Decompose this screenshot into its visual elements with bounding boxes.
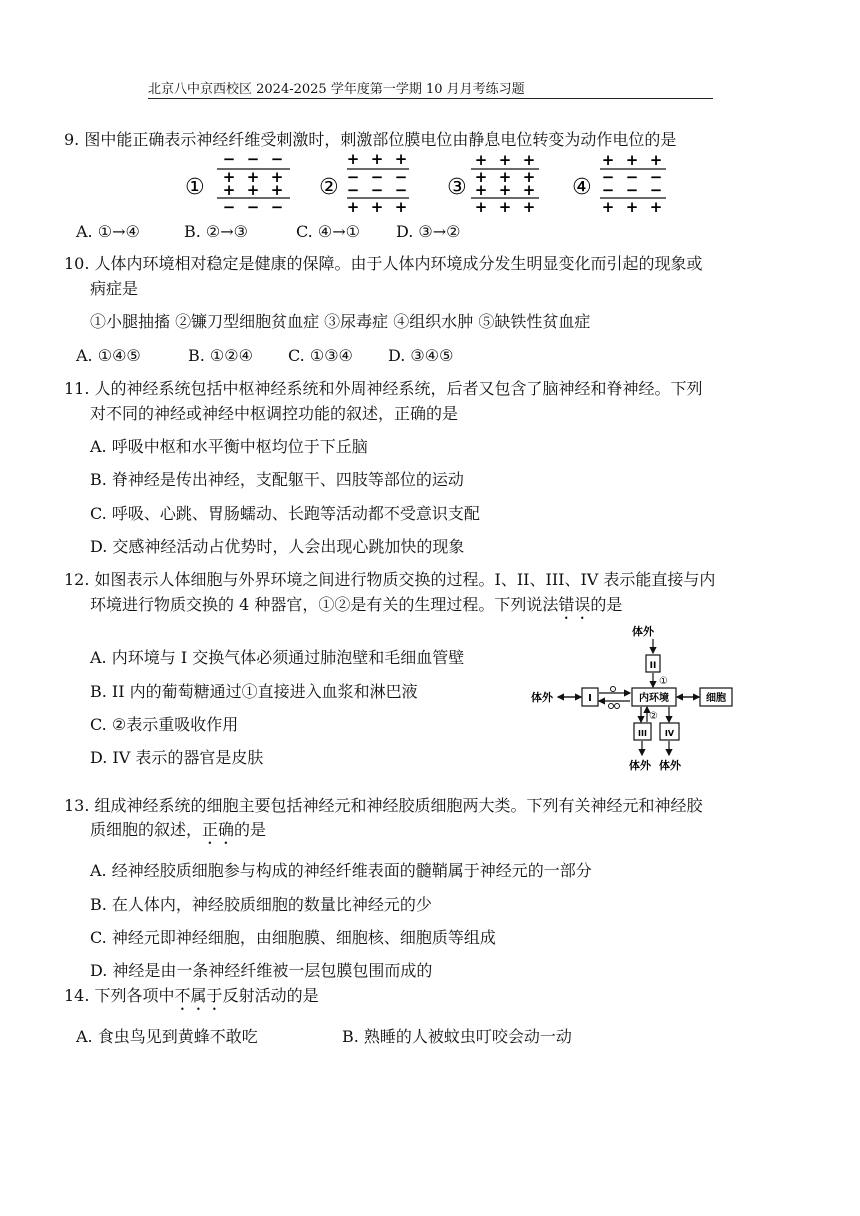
q13-option-a[interactable]: A. 经神经胶质细胞参与构成的神经纤维表面的髓鞘属于神经元的一部分 bbox=[90, 861, 592, 880]
svg-text:+: + bbox=[270, 168, 284, 186]
q9-option-c[interactable]: C. ④→① bbox=[296, 222, 360, 241]
q12-exchange-diagram bbox=[525, 625, 745, 775]
svg-text:−: − bbox=[649, 181, 663, 199]
q13-stem-line2: 质细胞的叙述，正确的是 bbox=[90, 820, 267, 839]
svg-text:−: − bbox=[270, 154, 284, 168]
q10-option-b[interactable]: B. ①②④ bbox=[188, 346, 253, 365]
svg-text:−: − bbox=[346, 181, 360, 199]
q9-row-1 bbox=[475, 154, 536, 169]
q10-option-c[interactable]: C. ①③④ bbox=[288, 346, 353, 365]
q9-option-a[interactable]: A. ①→④ bbox=[76, 222, 140, 241]
q14-option-a[interactable]: A. 食虫鸟见到黄蜂不敢吃 bbox=[76, 1027, 258, 1046]
q11-stem-line2: 对不同的神经或神经中枢调控功能的叙述，正确的是 bbox=[90, 404, 459, 423]
svg-text:−: − bbox=[222, 198, 236, 216]
page-header: 北京八中京西校区 2024-2025 学年度第一学期 10 月月考练习题 bbox=[148, 78, 713, 99]
q9-row-4 bbox=[347, 198, 408, 216]
svg-text:+: + bbox=[394, 154, 408, 168]
q9-option-b[interactable]: B. ②→③ bbox=[184, 222, 249, 241]
q9-stem: 9. 图中能正确表示神经纤维受刺激时，刺激部位膜电位由静息电位转变为动作电位的是 bbox=[64, 130, 677, 149]
svg-text:−: − bbox=[270, 198, 284, 216]
q9-figure-label: ④ bbox=[572, 175, 592, 200]
svg-text:+: + bbox=[649, 154, 663, 169]
svg-text:+: + bbox=[474, 181, 488, 199]
svg-text:+: + bbox=[522, 181, 536, 199]
svg-text:+: + bbox=[222, 181, 236, 199]
q9-membrane-figures bbox=[185, 154, 685, 216]
svg-text:+: + bbox=[498, 181, 512, 199]
q12-stem-line1: 12. 如图表示人体细胞与外界环境之间进行物质交换的过程。I、II、III、IV 表示能直接与内 bbox=[64, 570, 716, 589]
q13-option-c[interactable]: C. 神经元即神经细胞，由细胞膜、细胞核、细胞质等组成 bbox=[90, 928, 496, 947]
q12-stem-line2: 环境进行物质交换的 4 种器官，①②是有关的生理过程。下列说法错误的是 bbox=[90, 595, 623, 614]
svg-text:+: + bbox=[246, 168, 260, 186]
organ-i-label: I bbox=[588, 693, 592, 704]
q9-figure-4 bbox=[572, 154, 666, 216]
q10-options bbox=[76, 346, 453, 366]
cell-label: 细胞 bbox=[706, 693, 726, 704]
q9-figure-1 bbox=[185, 154, 290, 216]
svg-text:+: + bbox=[474, 154, 488, 169]
q12-option-d[interactable]: D. IV 表示的器官是皮肤 bbox=[90, 748, 264, 767]
q11-option-b[interactable]: B. 脊神经是传出神经，支配躯干、四肢等部位的运动 bbox=[90, 470, 464, 489]
q9-row-4 bbox=[475, 198, 536, 216]
q9-option-d[interactable]: D. ③→② bbox=[396, 222, 461, 241]
q12-option-b[interactable]: B. II 内的葡萄糖通过①直接进入血浆和淋巴液 bbox=[90, 682, 418, 701]
outside-label-bottom-2: 体外 bbox=[659, 759, 681, 772]
q9-figure-2 bbox=[319, 154, 409, 216]
svg-text:−: − bbox=[346, 168, 360, 186]
svg-text:+: + bbox=[522, 154, 536, 169]
q10-items: ①小腿抽搐 ②镰刀型细胞贫血症 ③尿毒症 ④组织水肿 ⑤缺铁性贫血症 bbox=[90, 312, 591, 331]
q13-stem-line1: 13. 组成神经系统的细胞主要包括神经元和神经胶质细胞两大类。下列有关神经元和神经胶 bbox=[64, 796, 703, 815]
q13-option-d[interactable]: D. 神经是由一条神经纤维被一层包膜包围而成的 bbox=[90, 961, 433, 980]
q9-figure-label: ① bbox=[185, 175, 205, 200]
svg-text:−: − bbox=[394, 168, 408, 186]
svg-text:+: + bbox=[522, 168, 536, 186]
svg-text:+: + bbox=[346, 198, 360, 216]
outside-label-left: 体外 bbox=[531, 691, 553, 704]
q14-options bbox=[76, 1027, 572, 1047]
svg-text:+: + bbox=[498, 168, 512, 186]
q10-stem-line2: 病症是 bbox=[90, 279, 139, 298]
svg-text:+: + bbox=[474, 198, 488, 216]
svg-text:−: − bbox=[649, 168, 663, 186]
svg-text:+: + bbox=[474, 168, 488, 186]
svg-text:−: − bbox=[625, 168, 639, 186]
outside-label-bottom-1: 体外 bbox=[629, 759, 651, 772]
q9-row-1 bbox=[602, 154, 663, 169]
svg-text:+: + bbox=[246, 181, 260, 199]
svg-text:+: + bbox=[370, 154, 384, 168]
q12-option-a[interactable]: A. 内环境与 I 交换气体必须通过肺泡壁和毛细血管壁 bbox=[90, 648, 465, 667]
svg-text:+: + bbox=[394, 198, 408, 216]
svg-text:−: − bbox=[370, 168, 384, 186]
organ-iv-label: IV bbox=[664, 729, 675, 738]
svg-text:+: + bbox=[222, 168, 236, 186]
internal-env-label: 内环境 bbox=[639, 693, 669, 704]
svg-text:+: + bbox=[522, 198, 536, 216]
q12-option-c[interactable]: C. ②表示重吸收作用 bbox=[90, 715, 239, 734]
process-1-label: ① bbox=[659, 676, 668, 687]
q10-option-a[interactable]: A. ①④⑤ bbox=[76, 346, 141, 365]
q9-row-1 bbox=[347, 154, 408, 168]
svg-text:−: − bbox=[370, 181, 384, 199]
svg-text:+: + bbox=[601, 198, 615, 216]
q9-row-3 bbox=[223, 181, 284, 199]
q9-row-3 bbox=[475, 181, 536, 199]
q10-option-d[interactable]: D. ③④⑤ bbox=[388, 346, 454, 365]
svg-text:−: − bbox=[601, 181, 615, 199]
q9-row-4 bbox=[223, 198, 284, 216]
svg-text:−: − bbox=[625, 181, 639, 199]
q9-row-3 bbox=[602, 181, 663, 199]
organ-iii-label: III bbox=[638, 729, 647, 738]
process-2-label: ② bbox=[649, 711, 658, 722]
svg-text:−: − bbox=[222, 154, 236, 168]
q13-emphasis: 正确 bbox=[202, 820, 235, 839]
svg-text:+: + bbox=[625, 198, 639, 216]
q13-option-b[interactable]: B. 在人体内，神经胶质细胞的数量比神经元的少 bbox=[90, 895, 432, 914]
svg-text:+: + bbox=[625, 154, 639, 169]
svg-text:−: − bbox=[601, 168, 615, 186]
svg-text:+: + bbox=[498, 154, 512, 169]
q11-option-c[interactable]: C. 呼吸、心跳、胃肠蠕动、长跑等活动都不受意识支配 bbox=[90, 504, 480, 523]
svg-text:+: + bbox=[370, 198, 384, 216]
outside-label-top: 体外 bbox=[632, 625, 654, 638]
svg-text:+: + bbox=[270, 181, 284, 199]
q14-option-b[interactable]: B. 熟睡的人被蚊虫叮咬会动一动 bbox=[342, 1027, 572, 1046]
svg-text:−: − bbox=[246, 198, 260, 216]
q11-option-a[interactable]: A. 呼吸中枢和水平衡中枢均位于下丘脑 bbox=[90, 437, 368, 456]
q9-row-1 bbox=[223, 154, 284, 168]
q9-figure-label: ③ bbox=[447, 175, 467, 200]
svg-text:−: − bbox=[394, 181, 408, 199]
q12-emphasis: 错误 bbox=[558, 595, 591, 614]
q9-figure-3 bbox=[447, 154, 539, 216]
svg-text:+: + bbox=[498, 198, 512, 216]
svg-text:+: + bbox=[601, 154, 615, 169]
q9-row-3 bbox=[347, 181, 408, 199]
svg-text:−: − bbox=[246, 154, 260, 168]
q14-stem: 14. 下列各项中不属于反射活动的是 bbox=[64, 986, 319, 1005]
q14-emphasis: 不属于 bbox=[174, 986, 223, 1005]
q9-figure-label: ② bbox=[319, 175, 339, 200]
q11-option-d[interactable]: D. 交感神经活动占优势时，人会出现心跳加快的现象 bbox=[90, 537, 465, 556]
q11-stem-line1: 11. 人的神经系统包括中枢神经系统和外周神经系统，后者又包含了脑神经和脊神经。下列 bbox=[64, 379, 703, 398]
q9-row-4 bbox=[602, 198, 663, 216]
q10-stem-line1: 10. 人体内环境相对稳定是健康的保障。由于人体内环境成分发生明显变化而引起的现象或 bbox=[64, 254, 703, 273]
organ-ii-label: II bbox=[649, 661, 657, 671]
svg-text:+: + bbox=[649, 198, 663, 216]
q9-options bbox=[76, 222, 461, 242]
svg-text:+: + bbox=[346, 154, 360, 168]
